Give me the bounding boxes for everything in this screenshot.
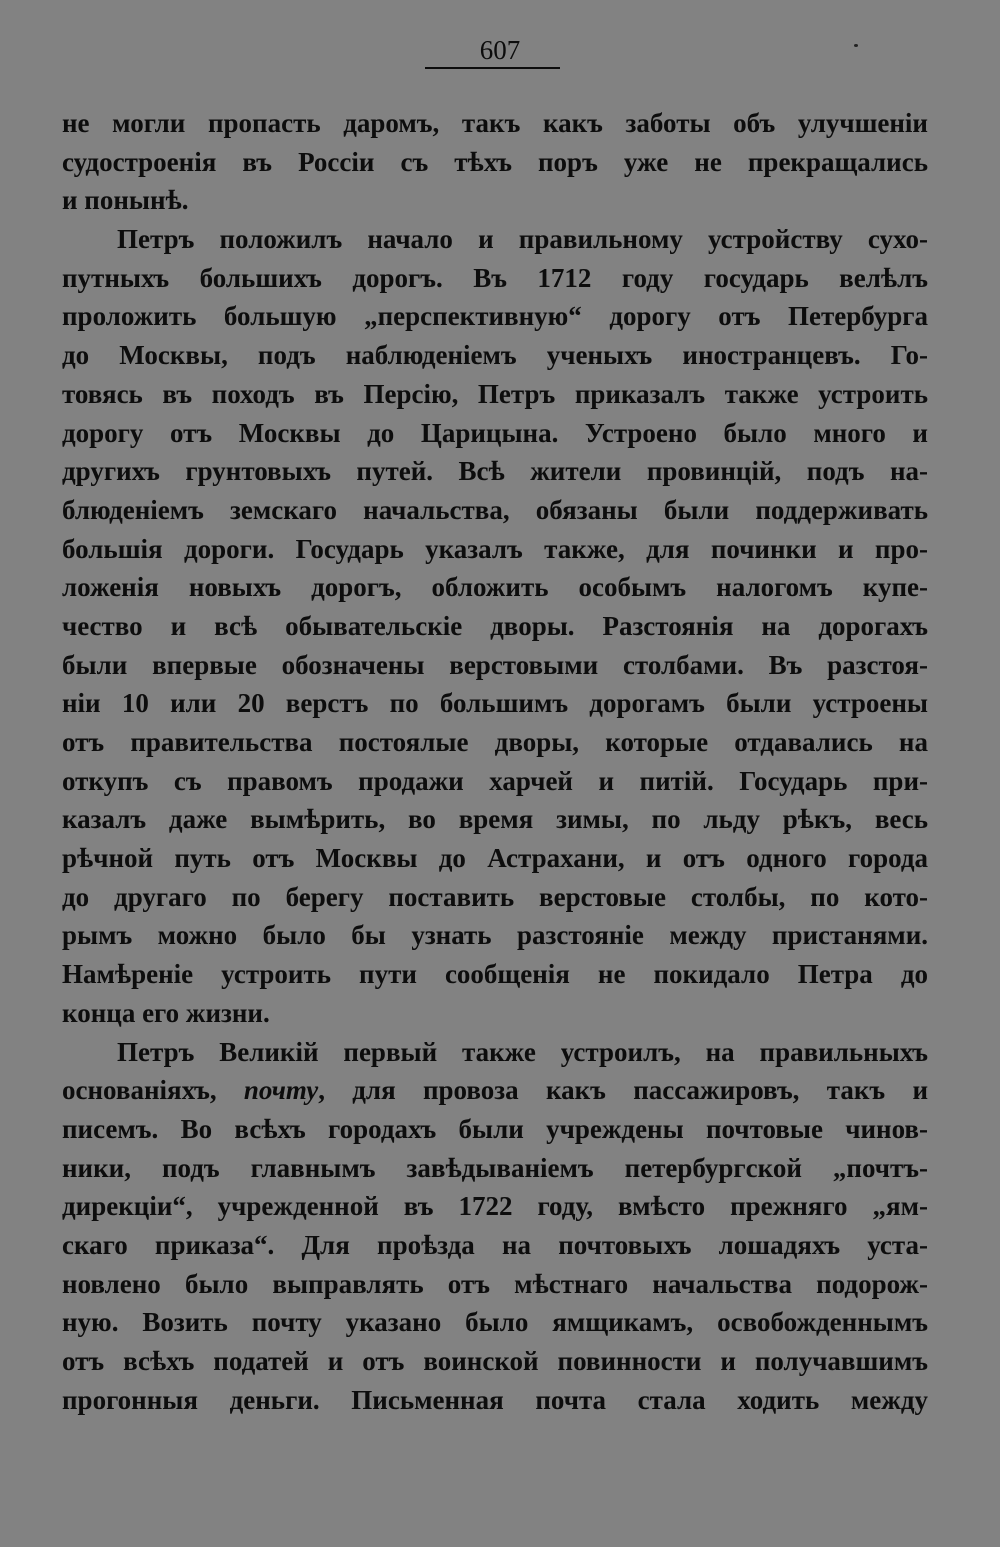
text-line: путныхъ большихъ дорогъ. Въ 1712 году государь велѣлъ — [62, 262, 928, 293]
text-line: и понынѣ. — [62, 185, 189, 216]
text-line: Петръ Великій первый также устроилъ, на правильныхъ — [117, 1036, 928, 1067]
text-line: другихъ грунтовыхъ путей. Всѣ жители провинцій, подъ на- — [62, 456, 928, 487]
text-line: дорогу отъ Москвы до Царицына. Устроено было много и — [62, 417, 928, 448]
text-line: до Москвы, подъ наблюденіемъ ученыхъ иностранцевъ. Го- — [62, 340, 928, 371]
text-line: Намѣреніе устроить пути сообщенія не покидало Петра до — [62, 959, 928, 990]
text-line: отъ всѣхъ податей и отъ воинской повинности и получавшимъ — [62, 1346, 928, 1376]
text-line-with-italic — [62, 1071, 928, 1110]
text-line: ложенія новыхъ дорогъ, обложить особымъ налогомъ купе- — [62, 572, 928, 603]
text-line: не могли пропасть даромъ, такъ какъ заботы объ улучшеніи — [62, 108, 928, 138]
text-line: ніи 10 или 20 верстъ по большимъ дорогамъ были устроены — [62, 688, 928, 719]
text-line: прогонныя деньги. Письменная почта стала ходить между — [62, 1384, 928, 1415]
text-line: новлено было выправлять отъ мѣстнаго начальства подорож- — [62, 1268, 928, 1299]
text-line: были впервые обозначены верстовыми столбами. Въ разстоя- — [62, 649, 928, 680]
text-line: писемъ. Во всѣхъ городахъ были учреждены почтовые чинов- — [62, 1113, 928, 1144]
text-line: до другаго по берегу поставить верстовые столбы, по кото- — [62, 881, 928, 912]
header-rule — [425, 67, 560, 69]
text-line: товясь въ походъ въ Персію, Петръ приказалъ также устроить — [62, 378, 928, 409]
text-line: судостроенія въ Россіи съ тѣхъ поръ уже не прекращались — [62, 146, 928, 177]
text-line: ники, подъ главнымъ завѣдываніемъ петербургской „почтъ- — [62, 1152, 928, 1183]
text-line: блюденіемъ земскаго начальства, обязаны были поддерживать — [62, 494, 928, 525]
text-line: ную. Возить почту указано было ямщикамъ, освобожденнымъ — [62, 1307, 928, 1338]
print-speck — [854, 44, 858, 47]
text-line: Петръ положилъ начало и правильному устройству сухо- — [117, 224, 928, 255]
text-line: скаго приказа“. Для проѣзда на почтовыхъ лошадяхъ уста- — [62, 1229, 928, 1260]
text-line: большія дороги. Государь указалъ также, для починки и про- — [62, 533, 928, 564]
text-line: рѣчной путь отъ Москвы до Астрахани, и отъ одного города — [62, 843, 928, 874]
text-line: казалъ даже вымѣрить, во время зимы, по льду рѣкъ, весь — [62, 804, 928, 835]
page-number: 607 — [479, 35, 521, 65]
text-line: рымъ можно было бы узнать разстояніе между пристанями. — [62, 920, 928, 951]
text-line: отъ правительства постоялые дворы, которые отдавались на — [62, 727, 928, 757]
text-line: проложить большую „перспективную“ дорогу отъ Петербурга — [62, 301, 928, 332]
body-text — [62, 104, 928, 1419]
italic-word-line: основаніяхъ, почту, для провоза какъ пассажировъ, такъ и — [62, 1075, 928, 1106]
text-line: откупъ съ правомъ продажи харчей и питій. Государь при- — [62, 765, 928, 796]
text-line: конца его жизни. — [62, 997, 270, 1028]
text-line: чество и всѣ обывательскіе дворы. Разстоянія на дорогахъ — [62, 610, 928, 641]
text-line: дирекціи“, учрежденной въ 1722 году, вмѣсто прежняго „ям- — [62, 1191, 928, 1222]
